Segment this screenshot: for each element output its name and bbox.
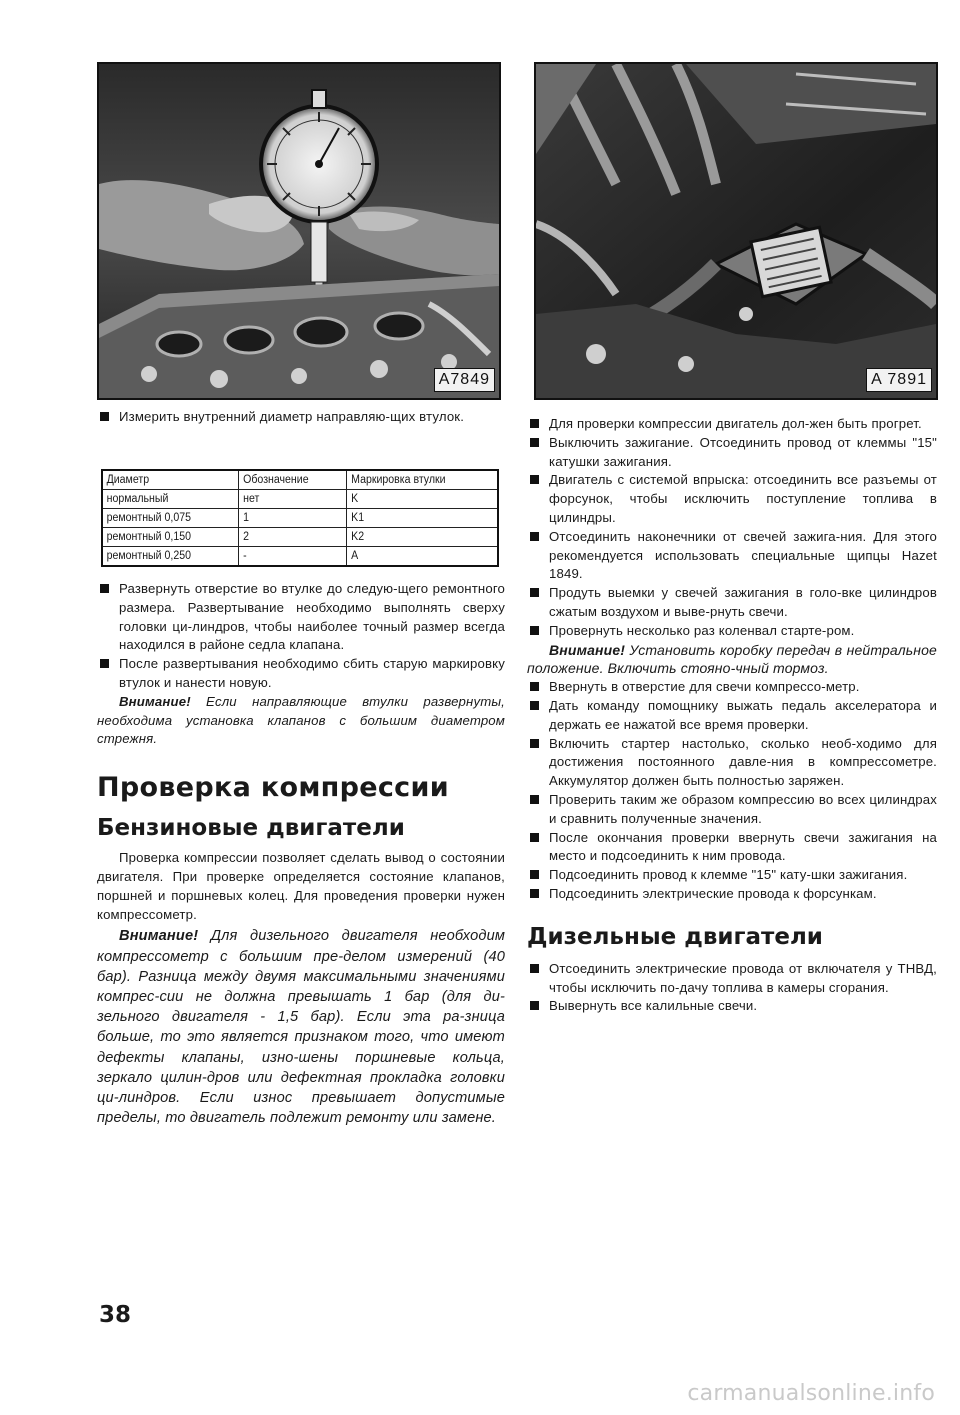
table-cell: - [239,547,338,567]
photo-figure-label: A7849 [434,368,495,392]
list-item [527,434,937,472]
warning-paragraph [97,693,505,749]
list-item [527,997,937,1016]
page-number: 38 [99,1302,132,1328]
list-item-text: Подсоединить провод к клемме "15" кату-шки зажигания. [549,867,908,883]
table-cell: K2 [347,528,486,547]
bullet-square-icon [530,438,539,447]
list-item-text: Провернуть несколько раз коленвал старте-ром. [549,622,855,638]
list-item [97,408,505,427]
warning-paragraph [97,926,505,1128]
list-item-text: Вывернуть все калильные свечи. [549,998,758,1014]
bullet-square-icon [530,870,539,879]
list-item-text: Измерить внутренний диаметр направляю-щих втулок. [119,409,465,424]
intro-paragraph: Проверка компрессии позволяет сделать вывод о состоянии двигателя. При проверке определяется состояние клапанов, поршней и поршневых колец. Для проведения проверки нужен компрессометр. [97,850,505,922]
table-cell: K1 [347,509,486,528]
warning-label: Внимание! [119,693,191,709]
table-cell: ремонтный 0,150 [102,528,228,547]
bullet-square-icon [530,626,539,635]
bullet-square-icon [100,412,109,421]
list-item [527,697,937,735]
bullet-square-icon [530,701,539,710]
table-cell: ремонтный 0,250 [102,547,228,567]
list-item [527,471,937,527]
table-header-row [102,470,498,490]
list-item-text: Выключить зажигание. Отсоединить провод от клеммы "15" катушки зажигания. [549,434,937,469]
list-item-text: Ввернуть в отверстие для свечи компрессо-метр. [549,679,860,695]
left-text-upper [97,408,505,427]
list-item [527,622,937,641]
list-item [527,960,937,998]
list-item-text: Отсоединить электрические провода от включателя у ТНВД, чтобы исключить по-дачу топлива в камеры сгорания. [549,960,937,995]
bullet-square-icon [530,833,539,842]
table-cell: K [347,490,486,509]
list-item-text: Продуть выемки у свечей зажигания в голо-вке цилиндров сжатым воздухом и выве-рнуть свечи. [549,585,937,619]
table-cell: A [347,547,486,567]
subsection-heading: Бензиновые двигатели [97,815,405,842]
list-item [97,655,505,693]
bushing-table [101,469,499,567]
warning-label: Внимание! [549,641,626,658]
list-item-text: Развернуть отверстие во втулке до следую-щего ремонтного размера. Развертывание необходимо выполнять сверху головки ци-линдров, чтобы наиболее точный размер всегда находился в районе седла клапана. [119,581,505,653]
table-row [102,528,498,547]
table-row [102,509,498,528]
warning-label: Внимание! [119,928,199,945]
bullet-square-icon [530,795,539,804]
left-text-body [97,580,505,1128]
table-cell: ремонтный 0,075 [102,509,228,528]
photo-figure-label: A 7891 [866,368,932,392]
list-item-text: Для проверки компрессии двигатель дол-жен быть прогрет. [549,416,922,431]
list-item-text: Включить стартер настолько, сколько необ-ходимо для достижения постоянного давле-ния в компрессометре. Аккумулятор должен быть полностью заряжен. [549,735,937,789]
bullet-square-icon [530,532,539,541]
list-item [527,415,937,434]
table-cell: 2 [239,528,338,547]
bullet-square-icon [100,584,109,593]
list-item [527,885,937,904]
list-item-text: Отсоединить наконечники от свечей зажига-ния. Для этого рекомендуется использовать специальные щипцы Hazet 1849. [549,528,937,582]
table-cell: нормальный [102,490,228,509]
right-text-body [527,415,937,1016]
list-item [527,528,937,584]
bullet-square-icon [530,1001,539,1010]
bullet-square-icon [530,475,539,484]
ignition-coil-photo [534,62,938,400]
section-heading: Проверка компрессии [97,772,449,804]
list-item [527,829,937,867]
warning-text: Для дизельного двигателя необходим компрессометр с большим пре-делом измерений (40 бар). Разница между двумя максимальными значениями компрес-сии не должна превышать 1 бар (для ди-зельного двигателя - 1,5 бар). Если эта ра-зница больше, то это является признаком того, что имеют дефекты клапаны, изно-шены поршневые кольца, зеркало цилин-дров или дефектная прокладка головки ци-линдров. Если износ превышает допустимые пределы, то двигатель подлежит ремонту или замене. [97,928,505,1127]
bushing-table-wrap [97,469,505,567]
watermark-text: carmanualsonline.info [687,1381,935,1406]
ignition-coil-illustration [536,64,936,398]
list-item-text: Подсоединить электрические провода к форсункам. [549,885,877,901]
warning-text: Если направляющие втулки развернуты, необходима установка клапанов с большим диаметром стрежня. [97,693,505,747]
table-row [102,490,498,509]
table-row [102,547,498,567]
table-header-cell: Обозначение [239,470,338,490]
list-item [527,678,937,697]
table-cell: 1 [239,509,338,528]
bullet-square-icon [530,964,539,973]
list-item [527,791,937,829]
list-item [527,584,937,622]
bullet-square-icon [530,889,539,898]
table-cell: нет [239,490,338,509]
list-item [97,580,505,655]
subsection-heading: Дизельные двигатели [527,923,823,950]
dial-gauge-illustration [99,64,499,398]
bullet-square-icon [530,588,539,597]
list-item-text: Дать команду помощнику выжать педаль акселератора и держать ее нажатой все время проверки. [549,697,937,732]
list-item [527,735,937,791]
bullet-square-icon [100,659,109,668]
bullet-square-icon [530,682,539,691]
list-item-text: Двигатель с системой впрыска: отсоединить все разъемы от форсунок, чтобы исключить поступление топлива в цилиндры. [549,472,937,525]
dial-gauge-photo [97,62,501,400]
table-header-cell: Диаметр [102,470,228,490]
list-item-text: После окончания проверки ввернуть свечи зажигания на место и подсоединить к ним провода. [549,829,937,864]
warning-text: Установить коробку передач в нейтральное положение. Включить стояно-чный тормоз. [527,641,937,677]
bullet-square-icon [530,739,539,748]
list-item-text: После развертывания необходимо сбить старую маркировку втулок и нанести новую. [119,656,505,690]
list-item-text: Проверить таким же образом компрессию во всех цилиндрах и сравнить полученные значения. [549,791,937,826]
list-item [527,866,937,885]
warning-paragraph [527,641,937,679]
bullet-square-icon [530,419,539,428]
table-header-cell: Маркировка втулки [347,470,486,490]
